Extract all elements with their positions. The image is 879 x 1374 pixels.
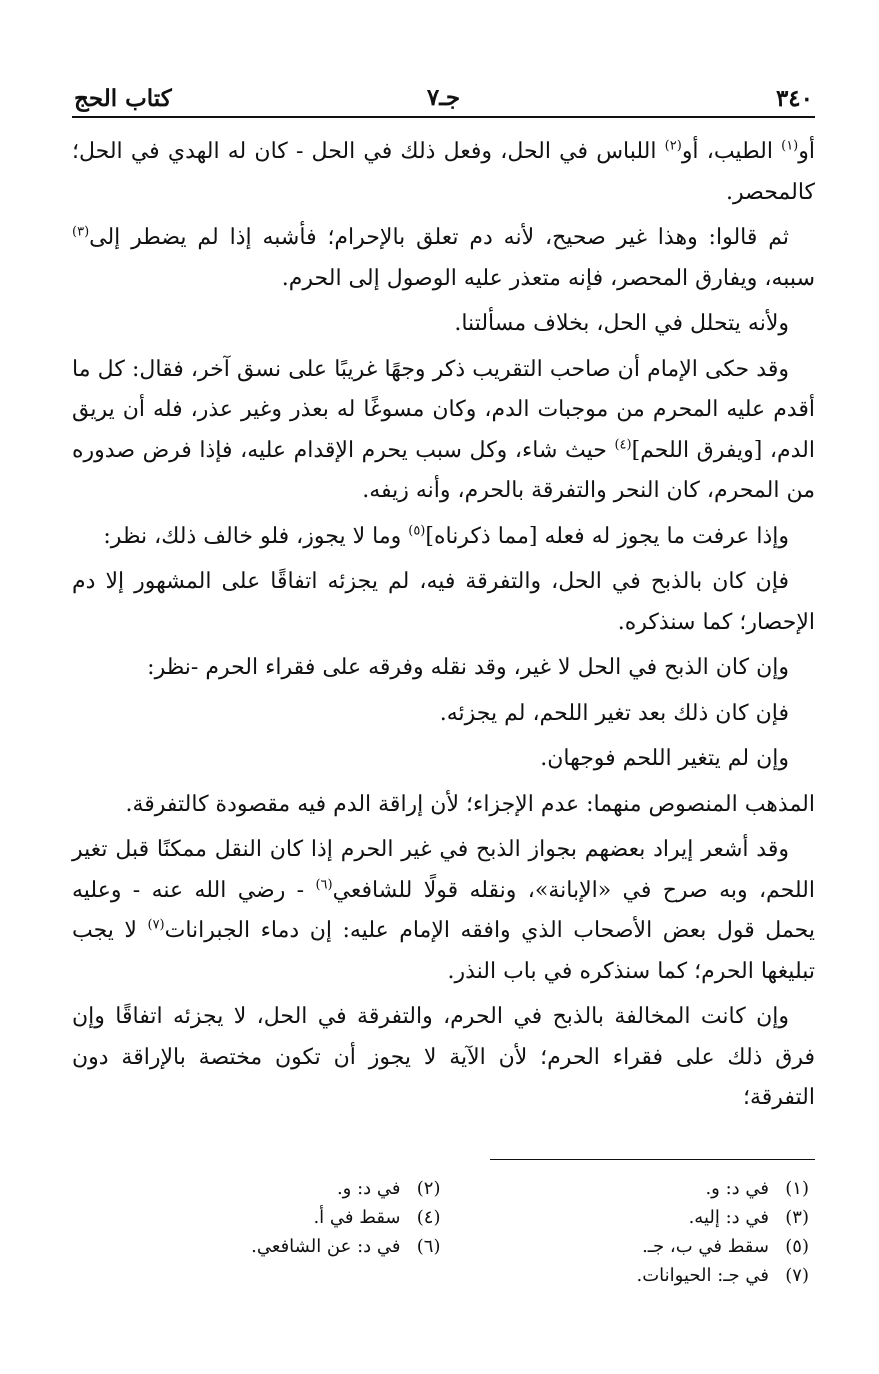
footnote-number: (٢) <box>416 1177 441 1199</box>
footnote-marker[interactable]: (٧) <box>147 917 165 933</box>
paragraph: وإن كان الذبح في الحل لا غير، وقد نقله وفرقه على فقراء الحرم -نظر: <box>147 655 789 680</box>
footnote-number: (٣) <box>785 1206 809 1228</box>
footnote-marker[interactable]: (٣) <box>72 224 90 240</box>
footnote-number: (١) <box>785 1177 809 1199</box>
footnote-number: (٧) <box>785 1264 809 1286</box>
footnote-marker[interactable]: (٢) <box>664 138 682 154</box>
footnote <box>441 1232 810 1261</box>
footnote <box>441 1261 810 1290</box>
running-header <box>72 66 815 112</box>
footnote <box>72 1232 441 1261</box>
paragraph: وقد حكى الإمام أن صاحب التقريب ذكر وجهًا غريبًا على نسق آخر، فقال: كل ما أقدم عليه المحرم من موجبات الدم، وكان مسوغًا له بعذر وغير عذر، فله أن يريق الدم، [ويفرق اللحم]$^{(٤)}$ حيث شاء، وكل سبب يحرم الإقدام عليه، فإذا فرض صدوره من المحرم، كان النحر والتفرقة بالحرم، وأنه زيفه. <box>72 356 815 503</box>
book-title: كتاب الحج <box>74 85 172 112</box>
paragraph: وإذا عرفت ما يجوز له فعله [مما ذكرناه]$^{(٥)}$ وما لا يجوز، فلو خالف ذلك، نظر: <box>103 523 789 549</box>
paragraph: وقد أشعر إيراد بعضهم بجواز الذبح في غير الحرم إذا كان النقل ممكنًا قبل تغير اللحم، وبه صرح في «الإبانة»، ونقله قولًا للشافعي$^{(٦)}$ - رضي الله عنه - وعليه يحمل قول بعض الأصحاب الذي وافقه الإمام عليه: إن دماء الجبرانات$^{(٧)}$ لا يجب تبليغها الحرم؛ كما سنذكره في باب النذر. <box>72 837 815 984</box>
footnote-marker[interactable]: (٥) <box>408 523 426 539</box>
footnote-number: (٤) <box>416 1206 441 1228</box>
footnote-marker[interactable]: (٦) <box>315 877 333 893</box>
footnote-text: سقط في ب، جـ. <box>642 1235 769 1257</box>
footnote-text: في جـ: الحيوانات. <box>636 1264 769 1286</box>
footnote-text: في د: و. <box>336 1177 401 1199</box>
page <box>72 66 815 1290</box>
footnote-text: في د: و. <box>705 1177 769 1199</box>
paragraph: وإن كانت المخالفة بالذبح في الحرم، والتفرقة في الحل، لا يجزئه اتفاقًا وإن فرق ذلك على فقراء الحرم؛ لأن الآية لا يجوز أن تكون مختصة بالإراقة دون التفرقة؛ <box>72 1004 815 1110</box>
footnote-text: سقط في أ. <box>313 1206 401 1228</box>
footnote <box>72 1203 441 1232</box>
footnote-number: (٦) <box>416 1235 441 1257</box>
header-rule <box>72 116 815 118</box>
footnote-text: في د: إليه. <box>688 1206 769 1228</box>
footnote <box>441 1203 810 1232</box>
page-number: ٣٤٠ <box>775 85 813 112</box>
paragraph: فإن كان بالذبح في الحل، والتفرقة فيه، لم يجزئه اتفاقًا على المشهور إلا دم الإحصار؛ كما سنذكره. <box>72 569 815 635</box>
paragraph: ثم قالوا: وهذا غير صحيح، لأنه دم تعلق بالإحرام؛ فأشبه إذا لم يضطر إلى$^{(٣)}$ سببه، ويفارق المحصر، فإنه متعذر عليه الوصول إلى الحرم. <box>72 224 815 291</box>
footnote-marker[interactable]: (٤) <box>614 437 632 453</box>
main-text <box>72 132 815 1119</box>
paragraph: فإن كان ذلك بعد تغير اللحم، لم يجزئه. <box>439 700 789 726</box>
paragraph: وإن لم يتغير اللحم فوجهان. <box>540 746 789 771</box>
footnotes <box>72 1174 815 1290</box>
footnote-separator <box>490 1159 815 1160</box>
paragraph: أو$^{(١)}$ الطيب، أو$^{(٢)}$ اللباس في الحل، وفعل ذلك في الحل - كان له الهدي في الحل؛ كالمحصر. <box>72 138 815 205</box>
footnote-text: في د: عن الشافعي. <box>251 1235 401 1257</box>
paragraph: المذهب المنصوص منهما: عدم الإجزاء؛ لأن إراقة الدم فيه مقصودة كالتفرقة. <box>125 791 815 817</box>
footnote <box>72 1174 441 1203</box>
footnote-number: (٥) <box>785 1235 809 1257</box>
paragraph: ولأنه يتحلل في الحل، بخلاف مسألتنا. <box>454 311 789 336</box>
volume-label: جـ٧ <box>426 84 461 111</box>
footnote <box>441 1174 810 1203</box>
footnote-marker[interactable]: (١) <box>781 138 799 154</box>
